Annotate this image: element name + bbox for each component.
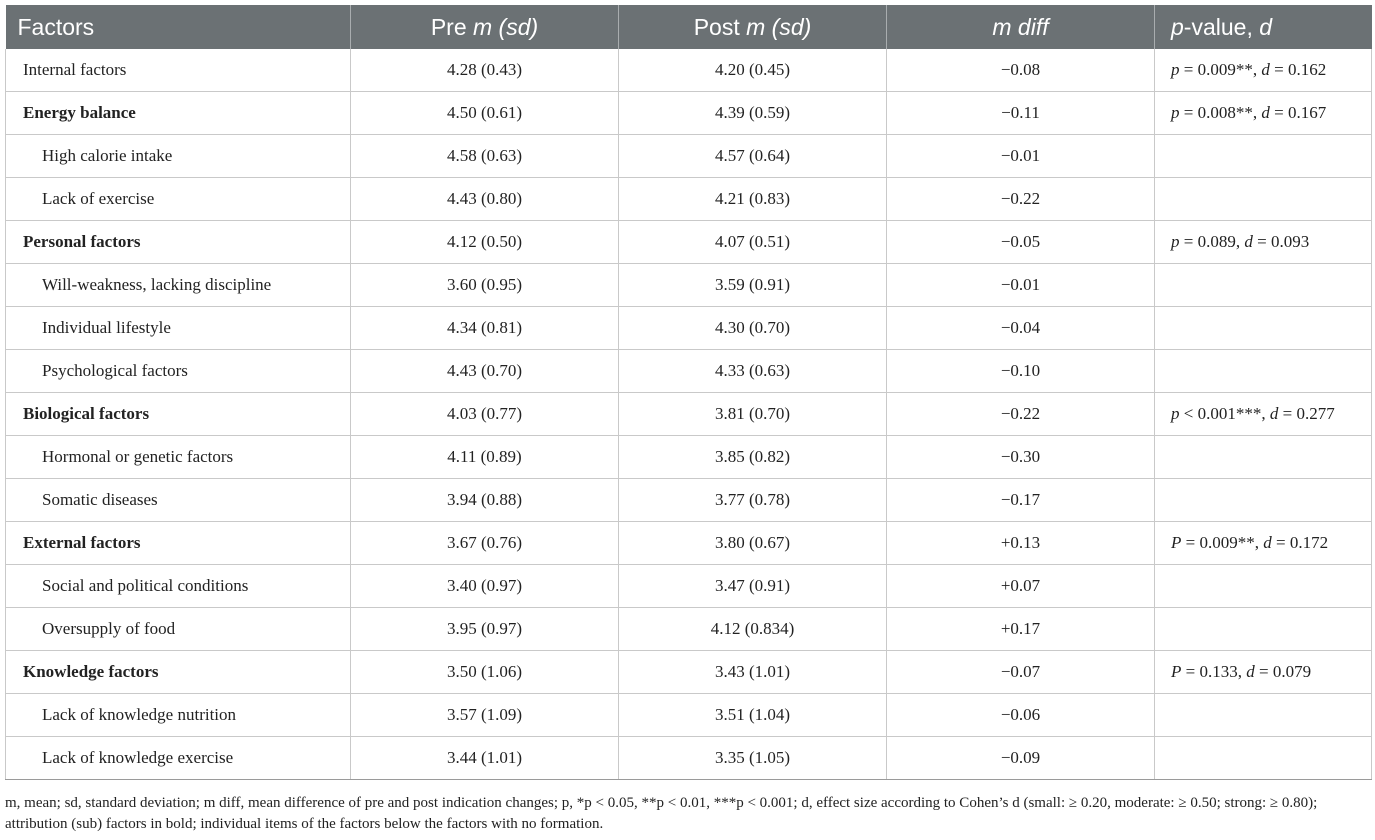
pre-cell: 4.43 (0.80)	[351, 178, 619, 221]
p-value: 0.009**	[1199, 533, 1255, 552]
table-row-item	[6, 178, 1372, 221]
pre-cell: 3.44 (1.01)	[351, 737, 619, 780]
diff-cell: −0.11	[887, 92, 1155, 135]
factor-cell: High calorie intake	[6, 135, 351, 178]
stat-cell	[1155, 522, 1372, 565]
factor-cell: External factors	[6, 522, 351, 565]
stat-cell	[1155, 135, 1372, 178]
table-row	[6, 49, 1372, 92]
d-value: 0.172	[1289, 533, 1329, 552]
factor-cell: Knowledge factors	[6, 651, 351, 694]
stat-cell	[1155, 436, 1372, 479]
p-value: 0.009**	[1197, 60, 1253, 79]
post-cell: 4.20 (0.45)	[619, 49, 887, 92]
table-row-item	[6, 350, 1372, 393]
pre-cell: 4.28 (0.43)	[351, 49, 619, 92]
d-value: 0.162	[1287, 60, 1327, 79]
diff-cell: −0.08	[887, 49, 1155, 92]
diff-cell: −0.10	[887, 350, 1155, 393]
stat-cell	[1155, 608, 1372, 651]
header-post-prefix: Post	[693, 13, 747, 40]
factor-cell: Hormonal or genetic factors	[6, 436, 351, 479]
d-label: d	[1261, 103, 1270, 122]
post-cell: 3.85 (0.82)	[619, 436, 887, 479]
d-label: d	[1246, 662, 1255, 681]
factor-cell: Personal factors	[6, 221, 351, 264]
table-row-group	[6, 393, 1372, 436]
table-row-item	[6, 135, 1372, 178]
pre-cell: 4.50 (0.61)	[351, 92, 619, 135]
post-cell: 3.59 (0.91)	[619, 264, 887, 307]
stat-cell	[1155, 307, 1372, 350]
p-value: 0.008**	[1197, 103, 1253, 122]
pre-cell: 3.57 (1.09)	[351, 694, 619, 737]
separator: ,	[1252, 103, 1262, 122]
d-label: d	[1263, 533, 1272, 552]
pre-cell: 3.94 (0.88)	[351, 479, 619, 522]
diff-cell: −0.09	[887, 737, 1155, 780]
results-table	[5, 5, 1372, 780]
p-operator: =	[1181, 662, 1200, 681]
stat-cell	[1155, 651, 1372, 694]
p-value: 0.089	[1197, 232, 1236, 251]
diff-cell: −0.22	[887, 393, 1155, 436]
diff-cell: −0.22	[887, 178, 1155, 221]
stat-cell	[1155, 92, 1372, 135]
stat-cell	[1155, 264, 1372, 307]
separator: ,	[1261, 404, 1270, 423]
d-label: d	[1269, 404, 1279, 423]
table-row-group	[6, 651, 1372, 694]
diff-cell: +0.13	[887, 522, 1155, 565]
p-label: p	[1171, 103, 1180, 122]
results-table-container	[5, 5, 1371, 780]
post-cell: 3.80 (0.67)	[619, 522, 887, 565]
table-row-item	[6, 264, 1372, 307]
stat-cell	[1155, 393, 1372, 436]
diff-cell: −0.17	[887, 479, 1155, 522]
factor-cell: Energy balance	[6, 92, 351, 135]
d-value: 0.277	[1296, 404, 1335, 423]
d-value: 0.079	[1272, 662, 1312, 681]
header-factors-text: Factors	[17, 13, 95, 40]
separator: ,	[1252, 60, 1262, 79]
header-post-italic: m (sd)	[746, 13, 812, 40]
header-pre	[351, 5, 619, 49]
factor-cell: Psychological factors	[6, 350, 351, 393]
header-pre-prefix: Pre	[430, 13, 473, 40]
stat-cell	[1155, 350, 1372, 393]
header-pre-italic: m (sd)	[473, 13, 539, 40]
stat-cell	[1155, 49, 1372, 92]
table-header	[6, 5, 1372, 49]
header-mdiff	[887, 5, 1155, 49]
table-row-item	[6, 737, 1372, 780]
post-cell: 3.35 (1.05)	[619, 737, 887, 780]
p-operator: =	[1179, 60, 1198, 79]
table-row-item	[6, 436, 1372, 479]
stat-cell	[1155, 178, 1372, 221]
header-mdiff-italic: m diff	[992, 13, 1049, 40]
table-row-group	[6, 92, 1372, 135]
post-cell: 3.77 (0.78)	[619, 479, 887, 522]
diff-cell: −0.01	[887, 135, 1155, 178]
p-operator: =	[1179, 232, 1198, 251]
factor-cell: Biological factors	[6, 393, 351, 436]
diff-cell: −0.07	[887, 651, 1155, 694]
p-operator: =	[1181, 533, 1200, 552]
p-value: 0.001***	[1197, 404, 1262, 423]
d-operator: =	[1271, 533, 1290, 552]
factor-cell: Will-weakness, lacking discipline	[6, 264, 351, 307]
post-cell: 4.12 (0.834)	[619, 608, 887, 651]
factor-cell: Lack of knowledge nutrition	[6, 694, 351, 737]
d-operator: =	[1269, 60, 1288, 79]
factor-cell: Internal factors	[6, 49, 351, 92]
pre-cell: 3.95 (0.97)	[351, 608, 619, 651]
table-row-item	[6, 479, 1372, 522]
p-label: P	[1171, 662, 1182, 681]
d-operator: =	[1254, 662, 1273, 681]
post-cell: 4.21 (0.83)	[619, 178, 887, 221]
header-post	[619, 5, 887, 49]
factor-cell: Somatic diseases	[6, 479, 351, 522]
post-cell: 3.43 (1.01)	[619, 651, 887, 694]
p-operator: <	[1179, 404, 1198, 423]
diff-cell: −0.05	[887, 221, 1155, 264]
pre-cell: 4.43 (0.70)	[351, 350, 619, 393]
d-label: d	[1261, 60, 1270, 79]
separator: ,	[1254, 533, 1264, 552]
stat-cell	[1155, 221, 1372, 264]
factor-cell: Individual lifestyle	[6, 307, 351, 350]
table-row-group	[6, 522, 1372, 565]
diff-cell: −0.06	[887, 694, 1155, 737]
pre-cell: 3.60 (0.95)	[351, 264, 619, 307]
pre-cell: 3.67 (0.76)	[351, 522, 619, 565]
stat-cell	[1155, 737, 1372, 780]
p-value: 0.133	[1199, 662, 1238, 681]
stat-cell	[1155, 565, 1372, 608]
diff-cell: −0.04	[887, 307, 1155, 350]
p-label: p	[1171, 60, 1180, 79]
d-value: 0.167	[1287, 103, 1327, 122]
pre-cell: 3.40 (0.97)	[351, 565, 619, 608]
d-operator: =	[1252, 232, 1271, 251]
header-pvalue	[1155, 5, 1372, 49]
table-body	[6, 49, 1372, 780]
table-row-item	[6, 307, 1372, 350]
stat-cell	[1155, 694, 1372, 737]
p-label: p	[1171, 404, 1180, 423]
post-cell: 4.57 (0.64)	[619, 135, 887, 178]
diff-cell: −0.01	[887, 264, 1155, 307]
header-pvalue-suffix: -value,	[1183, 13, 1260, 40]
separator: ,	[1235, 232, 1245, 251]
factor-cell: Lack of knowledge exercise	[6, 737, 351, 780]
post-cell: 3.47 (0.91)	[619, 565, 887, 608]
table-row-item	[6, 694, 1372, 737]
diff-cell: +0.07	[887, 565, 1155, 608]
separator: ,	[1237, 662, 1247, 681]
d-label: d	[1244, 232, 1253, 251]
post-cell: 4.39 (0.59)	[619, 92, 887, 135]
post-cell: 3.81 (0.70)	[619, 393, 887, 436]
table-row-group	[6, 221, 1372, 264]
pre-cell: 4.58 (0.63)	[351, 135, 619, 178]
factor-cell: Lack of exercise	[6, 178, 351, 221]
header-pvalue-d: d	[1259, 13, 1273, 40]
diff-cell: −0.30	[887, 436, 1155, 479]
p-operator: =	[1179, 103, 1198, 122]
post-cell: 4.07 (0.51)	[619, 221, 887, 264]
d-value: 0.093	[1270, 232, 1310, 251]
pre-cell: 4.12 (0.50)	[351, 221, 619, 264]
p-label: P	[1171, 533, 1182, 552]
table-footnote: m, mean; sd, standard deviation; m diff, mean difference of pre and post indication changes; p, *p < 0.05, **p < 0.01, ***p < 0.001; d, effect size according to Cohen’s d (small: ≥ 0.20, moderate: ≥ 0.50; strong: ≥ 0.80); attribution (sub) factors in bold; individual items of the factors below the factors with no formation.	[5, 795, 1318, 832]
d-operator: =	[1278, 404, 1297, 423]
header-pvalue-p: p	[1171, 13, 1184, 40]
pre-cell: 3.50 (1.06)	[351, 651, 619, 694]
post-cell: 3.51 (1.04)	[619, 694, 887, 737]
post-cell: 4.30 (0.70)	[619, 307, 887, 350]
header-row	[6, 5, 1372, 49]
factor-cell: Social and political conditions	[6, 565, 351, 608]
header-factors	[6, 5, 351, 49]
pre-cell: 4.34 (0.81)	[351, 307, 619, 350]
diff-cell: +0.17	[887, 608, 1155, 651]
factor-cell: Oversupply of food	[6, 608, 351, 651]
stat-cell	[1155, 479, 1372, 522]
table-row-item	[6, 565, 1372, 608]
table-row-item	[6, 608, 1372, 651]
post-cell: 4.33 (0.63)	[619, 350, 887, 393]
d-operator: =	[1269, 103, 1288, 122]
pre-cell: 4.03 (0.77)	[351, 393, 619, 436]
p-label: p	[1171, 232, 1180, 251]
pre-cell: 4.11 (0.89)	[351, 436, 619, 479]
